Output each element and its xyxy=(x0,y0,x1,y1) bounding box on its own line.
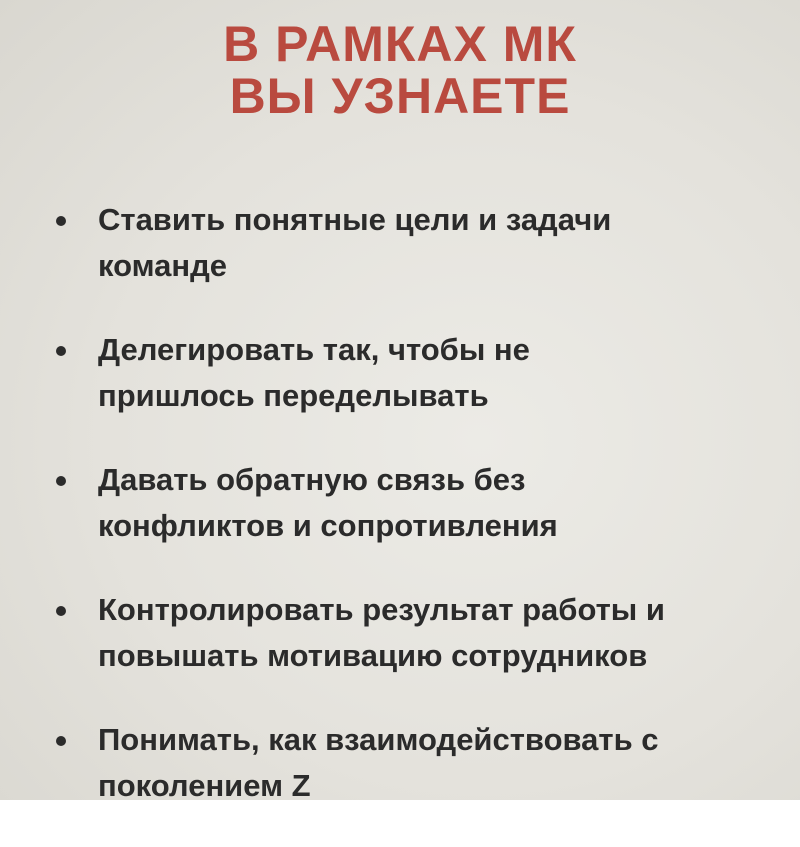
list-item-line: Ставить понятные цели и задачи xyxy=(98,202,612,237)
list-item-line: конфликтов и сопротивления xyxy=(98,508,558,543)
list-item-text xyxy=(98,587,665,679)
bullet-icon xyxy=(55,327,98,371)
list-item-text xyxy=(98,197,611,289)
list-item-text xyxy=(98,457,558,549)
page-title xyxy=(0,18,800,122)
title-line-1: В РАМКАХ МК xyxy=(223,16,577,72)
learning-list xyxy=(55,197,755,847)
list-item-line: команде xyxy=(98,248,228,283)
bullet-icon xyxy=(55,587,98,631)
list-item-line: Делегировать так, чтобы не xyxy=(98,332,530,367)
list-item xyxy=(55,327,755,419)
list-item xyxy=(55,197,755,289)
bullet-icon xyxy=(55,197,98,241)
list-item-text xyxy=(98,717,658,809)
list-item-line: пришлось переделывать xyxy=(98,378,489,413)
list-item xyxy=(55,457,755,549)
list-item-line: Контролировать результат работы и xyxy=(98,592,665,627)
bullet-icon xyxy=(55,717,98,761)
title-line-2: ВЫ УЗНАЕТЕ xyxy=(229,68,571,124)
list-item xyxy=(55,587,755,679)
bullet-icon xyxy=(55,457,98,501)
list-item-text xyxy=(98,327,530,419)
list-item-line: поколением Z xyxy=(98,768,311,803)
list-item-line: Понимать, как взаимодействовать с xyxy=(98,722,659,757)
list-item xyxy=(55,717,755,809)
list-item-line: повышать мотивацию сотрудников xyxy=(98,638,648,673)
list-item-line: Давать обратную связь без xyxy=(98,462,526,497)
